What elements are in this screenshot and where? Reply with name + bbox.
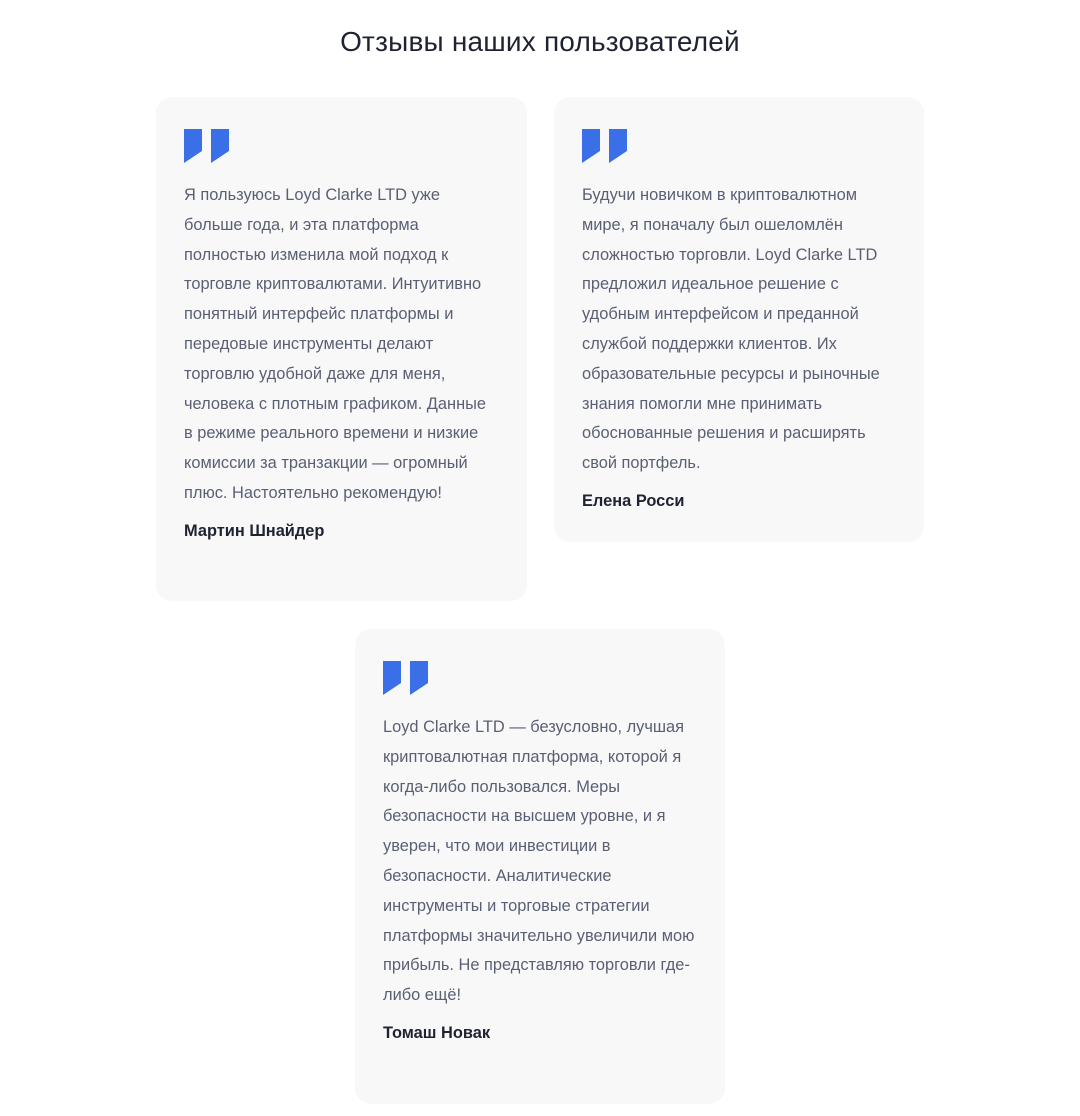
quote-icon [582,129,628,163]
review-author: Томаш Новак [383,1023,491,1042]
quote-icon [383,661,429,695]
section-title: Отзывы наших пользователей [340,26,740,57]
review-card [554,97,924,542]
review-text: Loyd Clarke LTD — безусловно, лучшая криптовалютная платформа, которой я когда-либо пользовался. Меры безопасности на высшем уровне, и я уверен, что мои инвестиции в безопасности. Аналитические инструменты и торговые стратегии платформы значительно увеличили мою прибыль. Не представляю торговли где-либо ещё! [383,718,695,1005]
review-card [156,97,527,601]
review-card [355,629,725,1104]
quote-icon [184,129,230,163]
review-text: Будучи новичком в криптовалютном мире, я поначалу был ошеломлён сложностью торговли. Loyd Clarke LTD предложил идеальное решение с удобным интерфейсом и преданной службой поддержки клиентов. Их образовательные ресурсы и рыночные знания помогли мне принимать обоснованные решения и расширять свой портфель. [582,186,880,473]
review-text: Я пользуюсь Loyd Clarke LTD уже больше года, и эта платформа полностью изменила мой подход к торговле криптовалютами. Интуитивно понятный интерфейс платформы и передовые инструменты делают торговлю удобной даже для меня, человека с плотным графиком. Данные в режиме реального времени и низкие комиссии за транзакции — огромный плюс. Настоятельно рекомендую! [184,186,487,502]
review-author: Мартин Шнайдер [184,521,325,540]
review-author: Елена Росси [582,491,685,510]
